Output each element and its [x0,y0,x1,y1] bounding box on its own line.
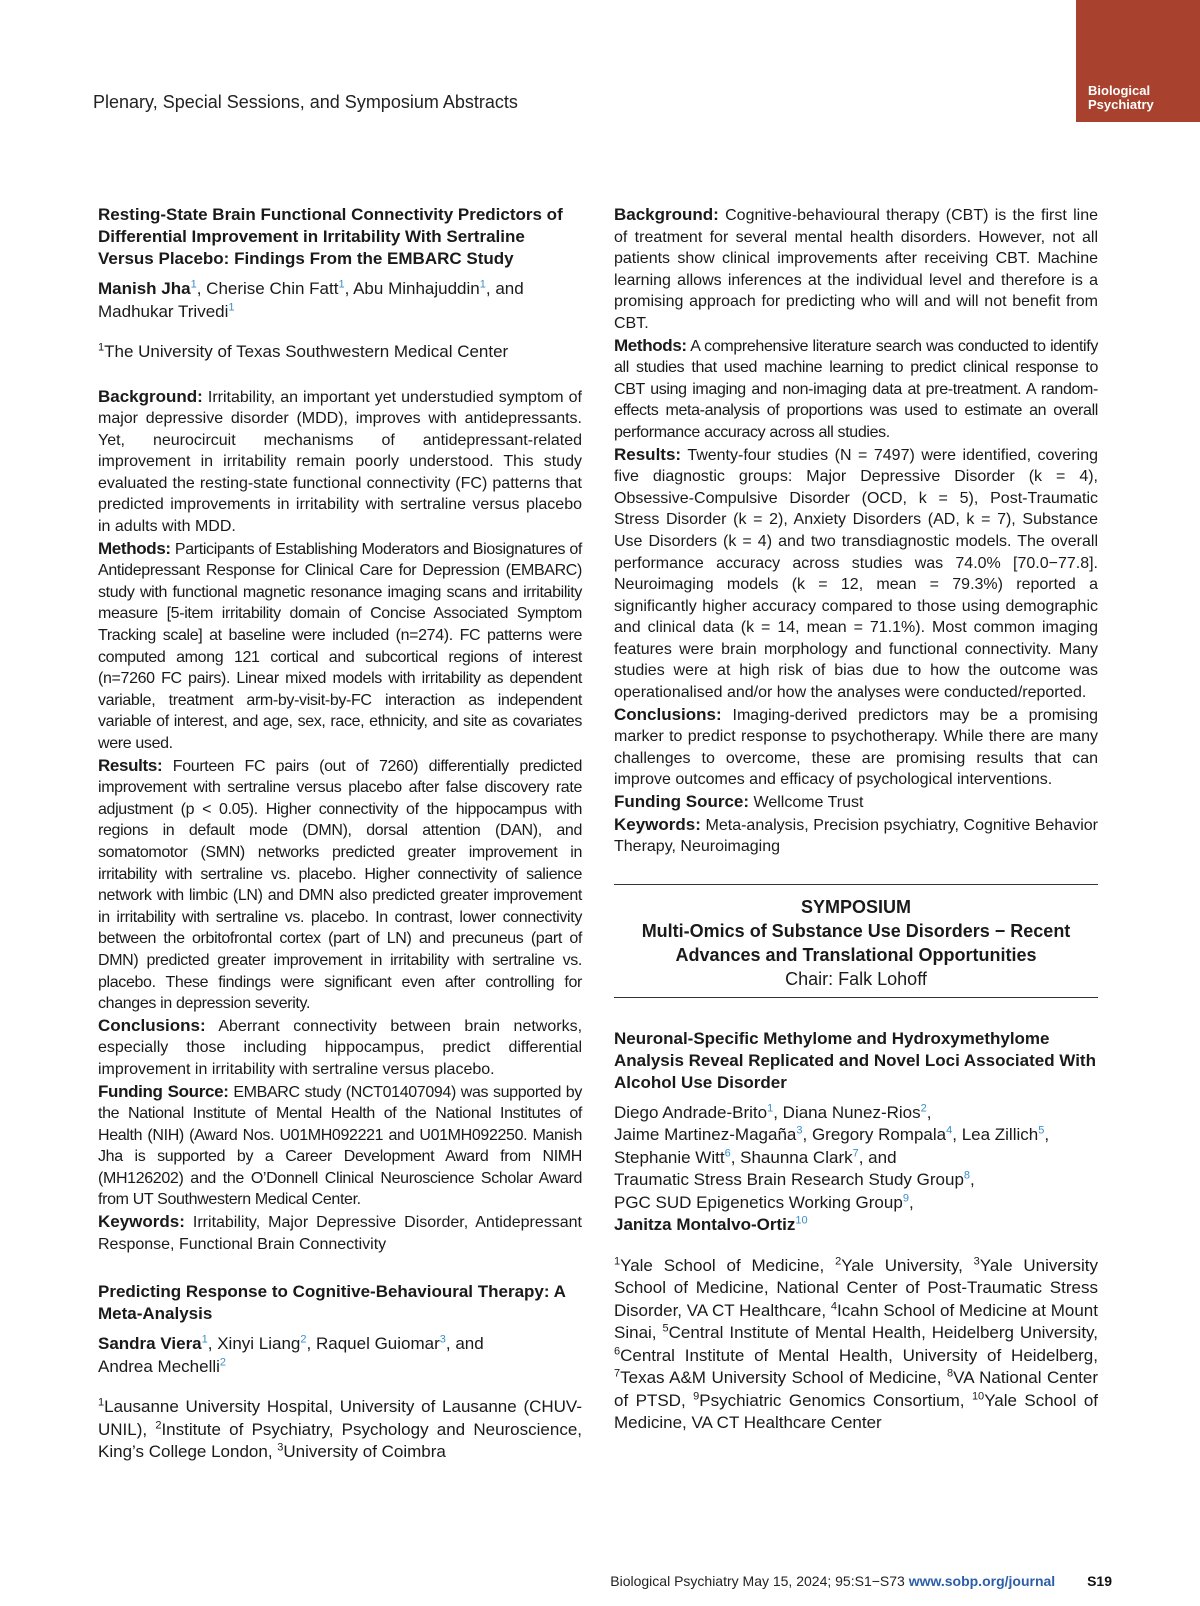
author-separator: , [802,1125,812,1145]
affiliation-ref[interactable]: 3 [439,1333,446,1346]
author-name: Traumatic Stress Brain Research Study Group [614,1170,964,1190]
affiliation-text: Yale University School of Medicine, National Center of Post-Traumatic Stress Disorder, VA CT Healthcare, [614,1255,1098,1320]
abstract-results [98,755,582,1015]
abstract-conclusions [98,1015,582,1081]
symposium-title: Multi-Omics of Substance Use Disorders − Recent Advances and Translational Opportunities [641,920,1071,965]
author-separator: , and [445,1334,484,1354]
affiliation-text: Yale School of Medicine, VA CT Healthcare Center [614,1390,1098,1433]
section-label: Methods: [614,335,687,355]
affiliation-ref[interactable]: 1 [201,1333,208,1346]
affiliation-number: 1 [614,1255,621,1268]
abstract-methods [614,335,1098,444]
section-text: Imaging-derived predictors may be a promising marker to predict response to psychotherapy. While there are many challenges to overcome, these are promising results that can improve outcomes and efficacy of psychological interventions. [614,706,1098,789]
author-separator: , [773,1102,783,1122]
abstract-methods [98,538,582,755]
section-text: Twenty-four studies (N = 7497) were identified, covering five diagnostic groups: Major Depressive Disorder (k = 4), Obsessive-Compulsive Disorder (OCD, k = 5), Post-Traumatic Stress Disorder (k = 2), Anxiety Disorders (AD, k = 7), Substance Use Disorders (k = 4) and two transdiagnostic models. The overall performance accuracy across studies was 74.0% [70.0−77.8]. Neuroimaging models (k = 12, mean = 79.3%) reported a significantly higher accuracy compared to those using demographic and clinical data (k = 14, mean = 71.1%). Most common imaging features were brain morphology and functional connectivity. Many studies were at high risk of bias due to how the outcome was operationalised and/or how the analyses were conducted/reported. [614,446,1098,702]
author-line [614,1214,1098,1237]
author-separator: , [344,279,354,298]
abstract-funding [614,791,1098,814]
journal-link[interactable]: www.sobp.org/journal [908,1573,1056,1589]
section-label: Keywords: [614,814,701,834]
affiliation-ref[interactable]: 1 [479,278,486,291]
section-text: Cognitive-behavioural therapy (CBT) is the first line of treatment for several mental health disorders. However, not all patients show clinical improvements after receiving CBT. Machine learning allows inferences at the individual level and therefore is a promising approach for predicting who will and will not benefit from CBT. [614,207,1098,332]
affiliation-text: Central Institute of Mental Health, University of Heidelberg, [620,1345,1098,1365]
footer-citation: Biological Psychiatry May 15, 2024; 95:S1−S73 [610,1573,905,1589]
author-separator: , [1044,1125,1050,1145]
running-head: Plenary, Special Sessions, and Symposium Abstracts [93,92,518,112]
affiliation-number: 2 [155,1419,162,1432]
symposium-chair: Chair: Falk Lohoff [785,968,927,989]
affiliation-text: VA National Center of PTSD, [614,1368,1099,1410]
section-text: A comprehensive literature search was conducted to identify all studies that used machine learning to predict clinical response to CBT using imaging and non-imaging data at pre-treatment. A random-effects meta-analysis of proportions was used to estimate an overall performance accuracy across all studies. [614,337,1098,441]
affiliation-ref[interactable]: 1 [338,278,345,291]
author-name: Manish Jha [98,279,191,298]
author-name: Andrea Mechelli [98,1356,220,1376]
section-label: Conclusions: [614,704,722,724]
author-name: Xinyi Liang [217,1334,301,1354]
affiliation-text: Icahn School of Medicine at Mount Sinai, [614,1300,1098,1343]
left-column [98,204,582,1486]
section-text: Aberrant connectivity between brain networks, especially those including hippocampus, predict differential improvement in irritability with sertraline versus placebo. [98,1017,583,1078]
section-label: Background: [614,205,719,224]
section-label: Keywords: [98,1212,185,1232]
affiliation-number: 5 [662,1322,669,1335]
affiliation-ref[interactable]: 3 [796,1124,803,1137]
author-name: Raquel Guiomar [315,1334,440,1354]
affiliation-text: Yale School of Medicine, [620,1255,836,1275]
author-name: Shaunna Clark [740,1147,853,1167]
author-separator: , [196,279,207,298]
affiliation-number: 6 [614,1345,621,1358]
affiliation-number: 10 [971,1390,985,1403]
author-line [614,1192,1098,1215]
affiliation-number: 1 [98,341,105,354]
section-label: Results: [614,444,682,464]
author-line [614,1147,1098,1170]
author-name: Sandra Viera [98,1334,202,1354]
author-name: Jaime Martinez-Magaña [614,1125,797,1145]
symposium-header [614,884,1098,998]
author-separator: , and [858,1147,897,1167]
affiliation-text: University of Coimbra [283,1442,446,1462]
author-line [614,1169,1098,1192]
author-name: Stephanie Witt [614,1147,725,1167]
abstract-conclusions [614,704,1098,791]
affiliation-text: Institute of Psychiatry, Psychology and Neuroscience, King’s College London, [98,1419,582,1462]
author-name: Diego Andrade-Brito [614,1102,768,1122]
abstract-keywords [614,814,1098,858]
author-name: Diana Nunez-Rios [782,1102,921,1122]
author-separator: , [207,1334,218,1354]
article-title: Neuronal-Specific Methylome and Hydroxymethylome Analysis Reveal Replicated and Novel Loci Associated With Alcohol Use Disorder [614,1028,1096,1092]
abstract-background [614,204,1098,335]
section-label: Funding Source: [98,1081,229,1101]
affiliation-number: 3 [973,1255,980,1268]
affiliations [614,1255,1098,1435]
affiliation-number: 2 [835,1255,842,1268]
abstract-funding [98,1081,582,1212]
abstract-results [614,444,1098,704]
affiliation-text: The University of Texas Southwestern Medical Center [104,342,509,361]
affiliation-ref[interactable]: 10 [795,1214,808,1227]
author-name: Gregory Rompala [811,1125,947,1145]
affiliation-text: Psychiatric Genomics Consortium, [699,1390,972,1410]
journal-tab-line: Psychiatry [1088,97,1154,112]
author-name: Lea Zillich [961,1125,1039,1145]
section-label: Methods: [98,538,171,558]
affiliation-text: Lausanne University Hospital, University of Lausanne (CHUV-UNIL), [98,1397,582,1439]
section-label: Conclusions: [98,1015,206,1035]
author-line [614,1124,1098,1147]
affiliation-number: 4 [830,1300,837,1313]
affiliation-number: 9 [693,1390,700,1403]
author-name: Janitza Montalvo-Ortiz [614,1215,796,1235]
author-name: PGC SUD Epigenetics Working Group [614,1192,903,1212]
abstract-keywords [98,1211,582,1255]
author-separator: , and [485,279,524,298]
affiliations [98,341,582,364]
article-title: Predicting Response to Cognitive-Behavioural Therapy: A Meta-Analysis [98,1282,566,1324]
section-text: EMBARC study (NCT01407094) was supported by the National Institute of Mental Health of the National Institutes of Health (NIH) (Award Nos. U01MH092221 and U01MH092250. Manish Jha is supported by a Career Development Award from NIMH (MH126202) and the O’Donnell Clinical Neuroscience Scholar Award from UT Southwestern Medical Center. [98,1083,582,1209]
abstract-background [98,386,582,538]
journal-tab-line: Biological [1088,83,1151,98]
author-list [614,1102,1098,1237]
author-list [98,1333,582,1378]
affiliation-text: Central Institute of Mental Health, Heidelberg University, [668,1323,1099,1343]
author-name: Cherise Chin Fatt [206,279,339,298]
page-number: S19 [1087,1573,1112,1589]
affiliation-number: 7 [614,1367,621,1380]
affiliation-ref[interactable]: 2 [219,1356,227,1369]
symposium-label: SYMPOSIUM [800,896,911,917]
author-list [98,278,582,323]
author-name: Abu Minhajuddin [353,279,480,298]
right-column [614,204,1098,1457]
affiliation-ref[interactable]: 8 [963,1169,971,1182]
section-label: Results: [98,755,163,775]
affiliation-ref[interactable]: 7 [852,1147,859,1160]
affiliation-ref[interactable]: 5 [1038,1124,1045,1137]
affiliation-number: 3 [277,1441,284,1454]
affiliation-text: Texas A&M University School of Medicine, [620,1368,947,1388]
author-separator: , [952,1125,962,1145]
page-footer [610,1573,1112,1589]
affiliation-ref[interactable]: 4 [946,1124,953,1137]
affiliation-number: 1 [98,1396,105,1409]
affiliation-ref[interactable]: 1 [190,278,197,291]
section-label: Funding Source: [614,792,750,812]
section-text: Irritability, Major Depressive Disorder, Antidepressant Response, Functional Brain Connectivity [98,1214,582,1253]
affiliation-ref[interactable]: 2 [300,1333,307,1346]
affiliation-ref[interactable]: 1 [228,300,235,313]
affiliations [98,1396,582,1464]
affiliation-ref[interactable]: 1 [767,1102,774,1115]
author-separator: , [926,1102,932,1122]
author-line [614,1102,1098,1125]
journal-tab [1076,0,1200,122]
section-text: Fourteen FC pairs (out of 7260) differentially predicted improvement with sertraline versus placebo after false discovery rate adjustment (p < 0.05). Higher connectivity of the hippocampus with regions in default mode (DMN), dorsal attention (DAN), and somatomotor (SMN) networks predicted greater improvement in irritability with sertraline vs. placebo. Higher connectivity of salience network with limbic (LN) and DMN also predicted greater improvement in irritability with sertraline vs. placebo. In contrast, lower connectivity between the orbitofrontal cortex (part of LN) and precuneus (part of DMN) predicted greater improvement in irritability with sertraline vs. placebo. These findings were significant even after controlling for changes in depression severity. [98,757,582,1013]
affiliation-ref[interactable]: 6 [724,1147,731,1160]
section-text: Meta-analysis, Precision psychiatry, Cognitive Behavior Therapy, Neuroimaging [614,816,1098,856]
author-name: Madhukar Trivedi [98,301,229,321]
section-text: Participants of Establishing Moderators and Biosignatures of Antidepressant Response for Clinical Care for Depression (EMBARC) study with functional magnetic resonance imaging scans and irritability measure [5-item irritability domain of Concise Associated Symptom Tracking scale] at baseline were included (n=274). FC patterns were computed among 121 cortical and subcortical regions of interest (n=7260 FC pairs). Linear mixed models with irritability as dependent variable, treatment arm-by-visit-by-FC interaction as independent variable of interest, and age, sex, race, ethnicity, and site as covariates were used. [98,540,582,752]
affiliation-ref[interactable]: 2 [920,1102,927,1115]
affiliation-text: Yale University, [841,1255,974,1275]
section-text: Irritability, an important yet understudied symptom of major depressive disorder (MDD), improves with antidepressants. Yet, neurocircuit mechanisms of antidepressant-related improvement in irritability remain poorly understood. This study evaluated the resting-state functional connectivity (FC) patterns that predicted improvements in irritability with sertraline versus placebo in adults with MDD. [98,388,582,536]
author-separator: , [970,1170,975,1190]
article-title: Resting-State Brain Functional Connectivity Predictors of Differential Improvement in Irritability With Sertraline Versus Placebo: Findings From the EMBARC Study [98,205,563,268]
author-separator: , [306,1334,316,1354]
section-text: Wellcome Trust [753,794,864,812]
author-separator: , [908,1192,914,1212]
affiliation-ref[interactable]: 9 [902,1192,909,1205]
author-separator: , [730,1147,741,1167]
section-label: Background: [98,386,203,406]
affiliation-number: 8 [947,1367,954,1380]
